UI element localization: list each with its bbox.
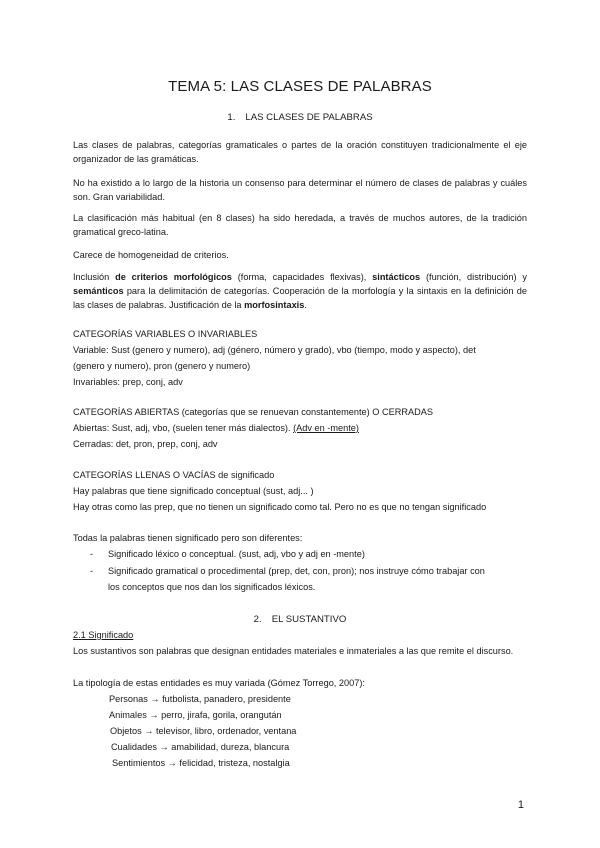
document-title: TEMA 5: LAS CLASES DE PALABRAS [168, 78, 432, 95]
sustantivo-paragraph-2: La tipología de estas entidades es muy variada (Gómez Torrego, 2007): [73, 678, 365, 688]
cat-llenas-heading: CATEGORÍAS LLENAS O VACÍAS de significado [73, 470, 275, 480]
bullet-2-text-a: Significado gramatical o procedimental (prep, det, con, pron); nos instruye cómo trabajar con [108, 566, 485, 576]
cat-variables-line-3: Invariables: prep, conj, adv [73, 377, 183, 387]
example-objetos: Objetos → televisor, libro, ordenador, ventana [110, 726, 297, 736]
section-1-title: LAS CLASES DE PALABRAS [245, 112, 373, 123]
bullet-1-text: Significado léxico o conceptual. (sust, adj, vbo y adj en -mente) [108, 549, 365, 559]
cat-variables-line-1: Variable: Sust (genero y numero), adj (género, número y grado), vbo (tiempo, modo y aspecto), det [73, 345, 476, 355]
p5-bold-morfosintaxis: morfosintaxis [244, 299, 305, 310]
cat-llenas-line-1: Hay palabras que tiene significado conceptual (sust, adj... ) [73, 486, 314, 496]
p5-text-g: para la delimitación de categorías. Cooperación de la morfología y la sintaxis en la definición de las clases de palabras. Justificación de la [73, 285, 527, 310]
cat-abiertas-text: Abiertas: Sust, adj, vbo, (suelen tener más dialectos). [73, 423, 294, 433]
example-cualidades: Cualidades → amabilidad, dureza, blancura [111, 742, 290, 752]
cat-abiertas-heading: CATEGORÍAS ABIERTAS (categorías que se renuevan constantemente) O CERRADAS [73, 407, 433, 417]
example-personas: Personas → futbolista, panadero, presidente [109, 694, 291, 704]
p5-text-e: (función, distribución) y [420, 272, 527, 282]
section-2-title: EL SUSTANTIVO [271, 614, 347, 625]
section-1-number: 1. [227, 112, 236, 123]
cat-variables-line-2: (genero y numero), pron (genero y numero) [73, 361, 251, 371]
p5-text-i: . [304, 299, 307, 310]
paragraph-5 [73, 271, 527, 312]
section-2-heading [0, 613, 600, 627]
p5-text-a: Inclusión [73, 272, 116, 282]
section-2-number: 2. [253, 614, 262, 625]
paragraph-2: No ha existido a lo largo de la historia un consenso para determinar el número de clases de palabras y cuáles son. Gran variabilidad. [73, 178, 527, 202]
cat-variables-heading: CATEGORÍAS VARIABLES O INVARIABLES [73, 329, 258, 339]
paragraph-3: La clasificación más habitual (en 8 clases) ha sido heredada, a través de muchos autores, de la tradición gramatical greco-latina. [73, 213, 527, 237]
sustantivo-paragraph-1: Los sustantivos son palabras que designan entidades materiales e inmateriales a las que remite el discurso. [73, 646, 514, 656]
example-animales: Animales → perro, jirafa, gorila, orangután [109, 710, 282, 720]
paragraph-1: Las clases de palabras, categorías gramaticales o partes de la oración constituyen tradicionalmente el eje organizador de las gramáticas. [73, 140, 527, 164]
todas-intro: Todas la palabras tienen significado pero son diferentes: [73, 533, 303, 543]
page-number: 1 [517, 799, 524, 811]
bullet-2-text-b: los conceptos que nos dan los significados léxicos. [108, 582, 316, 592]
bullet-dash-2: - [90, 566, 94, 576]
subsection-2-1-heading: 2.1 Significado [73, 630, 134, 640]
p5-text-c: (forma, capacidades flexivas), [231, 272, 373, 282]
paragraph-4: Carece de homogeneidad de criterios. [73, 250, 229, 260]
p5-bold-morfologicos: de criterios morfológicos [115, 272, 232, 282]
cat-abiertas-line-2: Cerradas: det, pron, prep, conj, adv [73, 439, 218, 449]
p5-bold-sintacticos: sintácticos [372, 272, 421, 282]
example-sentimientos: Sentimientos → felicidad, tristeza, nostalgia [112, 758, 290, 768]
bullet-dash-1: - [90, 549, 94, 559]
cat-llenas-line-2: Hay otras como las prep, que no tienen un significado como tal. Pero no es que no tengan significado [73, 502, 487, 512]
p5-bold-semanticos: semánticos [73, 285, 124, 296]
cat-abiertas-underlined: (Adv en -mente) [293, 423, 359, 433]
section-1-heading [0, 111, 600, 125]
cat-abiertas-line-1 [73, 422, 359, 436]
